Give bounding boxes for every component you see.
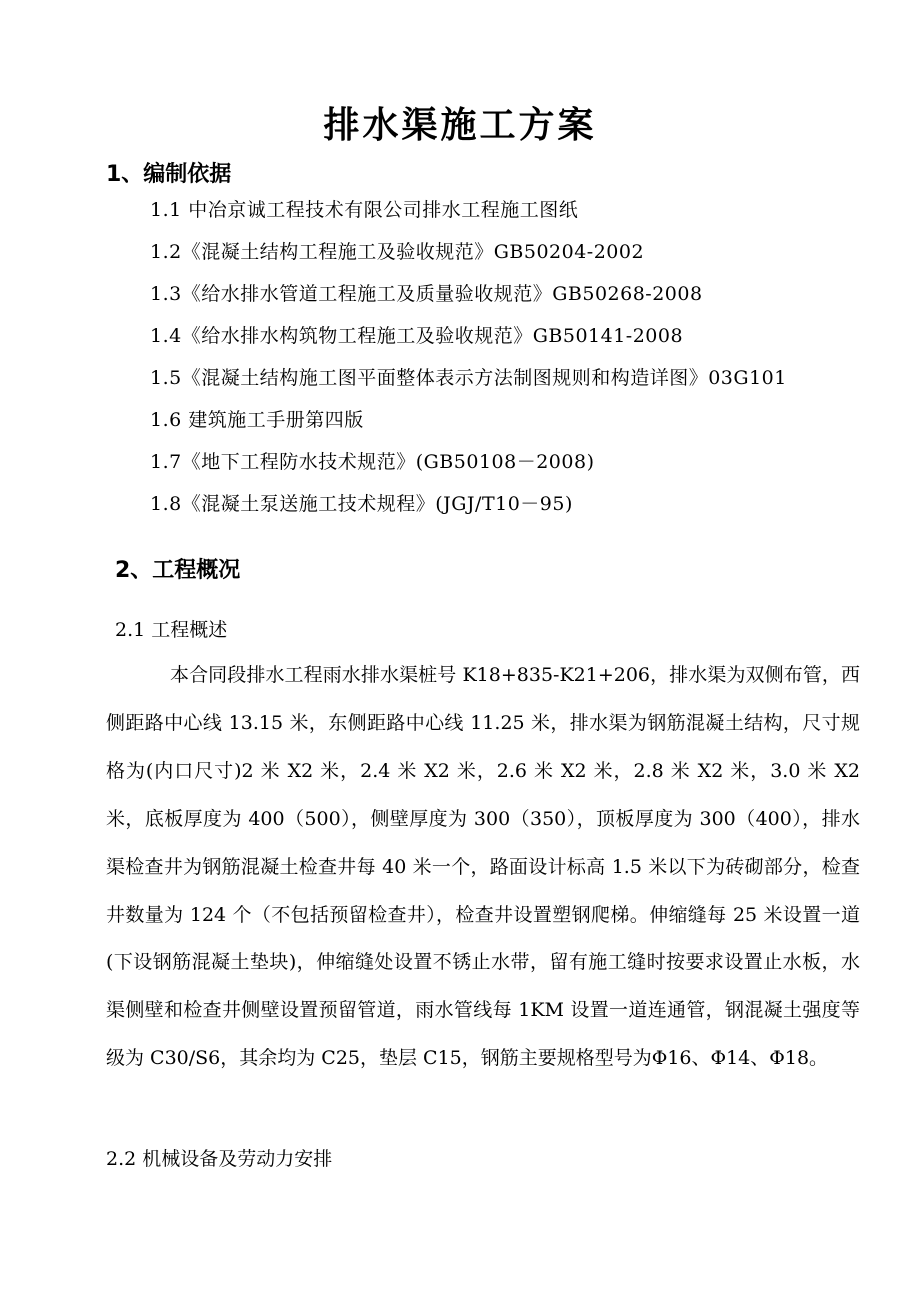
subsection-2-2-heading: 2.2 机械设备及劳动力安排: [106, 1148, 333, 1170]
reference-item-3: 1.3《给水排水管道工程施工及质量验收规范》GB50268-2008: [150, 283, 703, 305]
reference-item-2: 1.2《混凝土结构工程施工及验收规范》GB50204-2002: [150, 241, 645, 263]
reference-item-7: 1.7《地下工程防水技术规范》(GB50108－2008): [150, 451, 595, 473]
project-overview-paragraph: 本合同段排水工程雨水排水渠桩号 K18+835-K21+206，排水渠为双侧布管，西侧距路中心线 13.15 米，东侧距路中心线 11.25 米，排水渠为钢筋混凝土结构，尺寸规格为(内口尺寸)2 米 X2 米，2.4 米 X2 米，2.6 米 X2 米，2.8 米 X2 米，3.0 米 X2 米，底板厚度为 400（500），侧壁厚度为 300（350），顶板厚度为 300（400），排水渠检查井为钢筋混凝土检查井每 40 米一个，路面设计标高 1.5 米以下为砖砌部分，检查井数量为 124 个（不包括预留检查井），检查井设置塑钢爬梯。伸缩缝每 25 米设置一道(下设钢筋混凝土垫块)，伸缩缝处设置不锈止水带，留有施工缝时按要求设置止水板，水渠侧壁和检查井侧壁设置预留管道，雨水管线每 1KM 设置一道连通管，钢混凝土强度等级为 C30/S6，其余均为 C25，垫层 C15，钢筋主要规格型号为Φ16、Φ14、Φ18。: [106, 664, 860, 1070]
reference-item-5: 1.5《混凝土结构施工图平面整体表示方法制图规则和构造详图》03G101: [150, 367, 787, 389]
reference-item-6: 1.6 建筑施工手册第四版: [150, 409, 364, 431]
reference-item-8: 1.8《混凝土泵送施工技术规程》(JGJ/T10－95): [150, 493, 573, 515]
section-1-heading: 1、编制依据: [106, 162, 232, 187]
reference-item-4: 1.4《给水排水构筑物工程施工及验收规范》GB50141-2008: [150, 325, 684, 347]
subsection-2-1-heading: 2.1 工程概述: [115, 619, 228, 641]
document-title: 排水渠施工方案: [323, 104, 597, 146]
reference-item-1: 1.1 中冶京诚工程技术有限公司排水工程施工图纸: [150, 199, 579, 221]
section-2-heading: 2、工程概况: [115, 558, 241, 583]
